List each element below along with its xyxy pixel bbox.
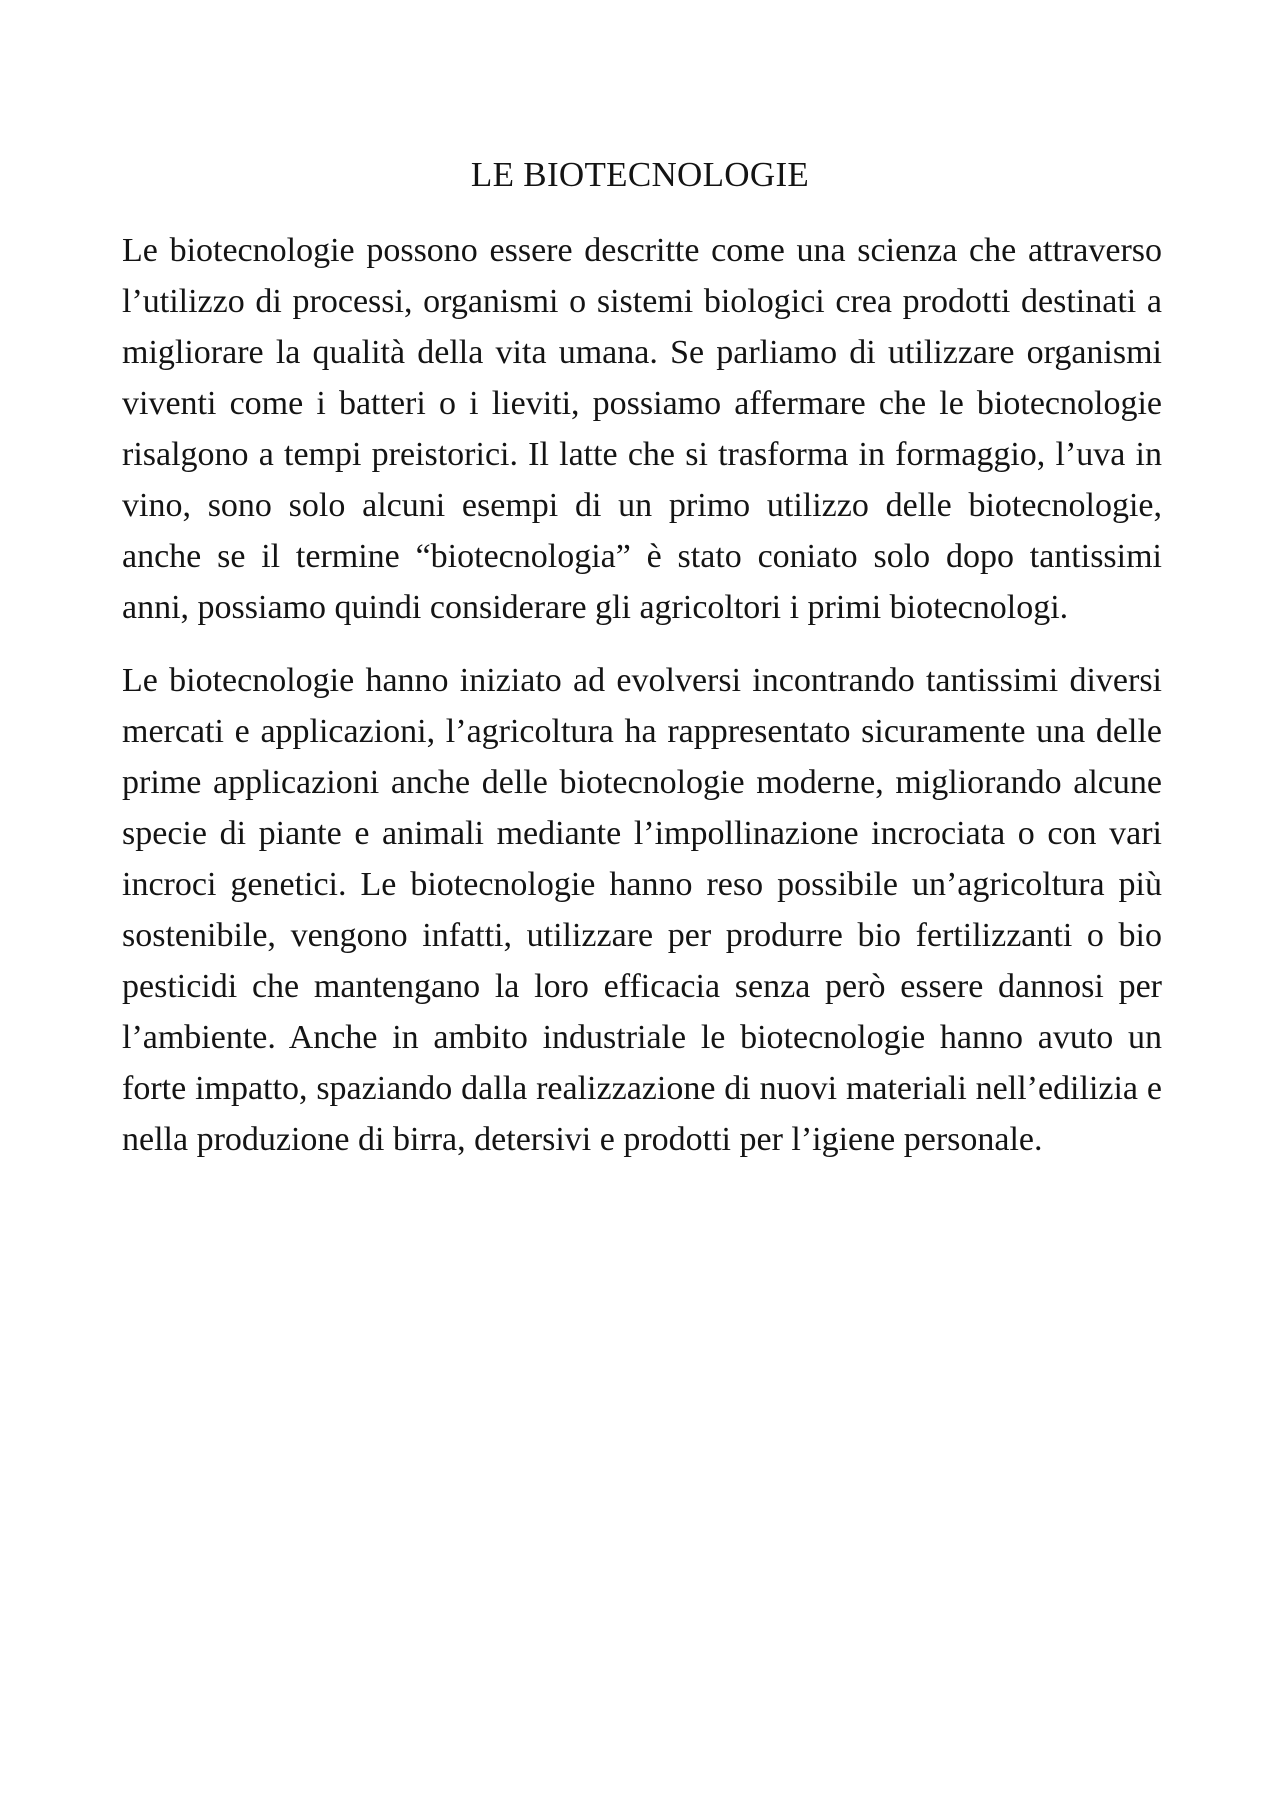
document-title: LE BIOTECNOLOGIE [470,155,810,194]
document-body [122,225,1162,1187]
paragraph-applications: Le biotecnologie hanno iniziato ad evolversi incontrando tantissimi diversi mercati e applicazioni, l’agricoltura ha rappresentato sicuramente una delle prime applicazioni anche delle biotecnologie moderne, migliorando alcune specie di piante e animali mediante l’impollinazione incrociata o con vari incroci genetici. Le biotecnologie hanno reso possibile un’agricoltura più sostenibile, vengono infatti, utilizzare per produrre bio fertilizzanti o bio pesticidi che mantengano la loro efficacia senza però essere dannosi per l’ambiente. Anche in ambito industriale le biotecnologie hanno avuto un forte impatto, spaziando dalla realizzazione di nuovi materiali nell’edilizia e nella produzione di birra, detersivi e prodotti per l’igiene personale. [122,662,1162,1158]
paragraph-intro: Le biotecnologie possono essere descritte come una scienza che attraverso l’utilizzo di processi, organismi o sistemi biologici crea prodotti destinati a migliorare la qualità della vita umana. Se parliamo di utilizzare organismi viventi come i batteri o i lieviti, possiamo affermare che le biotecnologie risalgono a tempi preistorici. Il latte che si trasforma in formaggio, l’uva in vino, sono solo alcuni esempi di un primo utilizzo delle biotecnologie, anche se il termine “biotecnologia” è stato coniato solo dopo tantissimi anni, possiamo quindi considerare gli agricoltori i primi biotecnologi. [122,232,1162,626]
